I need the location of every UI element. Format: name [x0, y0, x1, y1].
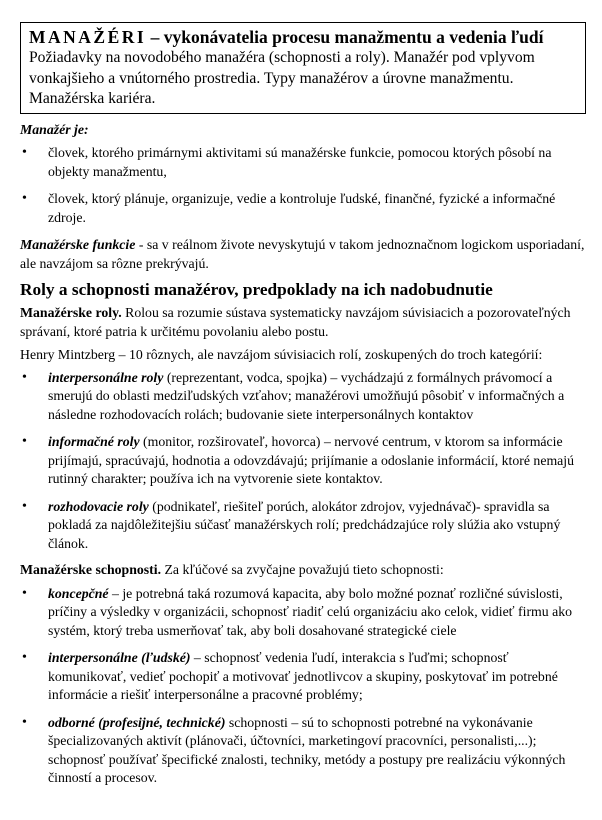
- bullet-icon: •: [22, 498, 27, 514]
- manager-heading: Manažér je:: [20, 121, 89, 137]
- list-item: [20, 649, 588, 705]
- bullet-icon: •: [22, 434, 27, 449]
- list-item-text: človek, ktorého primárnymi aktivitami sú manažérske funkcie, pomocou ktorých pôsobí na objekty manažmentu,: [48, 145, 552, 179]
- role-text: (reprezentant, vodca, spojka) – vychádzajú z formálnych právomocí a smerujú do oblasti medziľudských vzťahov; manažérovi umožňujú pôsobiť v informačných a následne rozhodovacích rolách; budovanie siete interpersonálnych kontaktov: [48, 369, 565, 422]
- section-title: Roly a schopnosti manažérov, predpoklady na ich nadobudnutie: [20, 280, 493, 299]
- manager-definition-list: [20, 144, 588, 227]
- list-item: [20, 190, 588, 227]
- roles-list: [20, 369, 588, 554]
- skill-term: interpersonálne (ľudské): [48, 650, 191, 665]
- topic-description: Požiadavky na novodobého manažéra (schopnosti a roly). Manažér pod vplyvom vonkajšieho a vnútorného prostredia. Typy manažérov a úrovne manažmentu. Manažérska kariéra.: [29, 49, 535, 107]
- title-rest: – vykonávatelia procesu manažmentu a vedenia ľudí: [146, 27, 544, 47]
- role-text: (podnikateľ, riešiteľ porúch, alokátor zdrojov, vyjednávač)- spravidla sa pokladá za najdôležitejšiu súčasť manažérskych rolí; predchádzajúce roly slúžia ako vstupný článok.: [48, 498, 561, 551]
- bullet-icon: •: [22, 369, 27, 385]
- skill-term: koncepčné: [48, 585, 109, 601]
- skills-term: Manažérske schopnosti.: [20, 562, 162, 577]
- skill-term: odborné (profesijné, technické): [48, 714, 226, 730]
- document-page: [20, 22, 588, 788]
- functions-text: - sa v reálnom živote nevyskytujú v takom jednoznačnom logickom usporiadaní, ale navzájom sa rôzne prekrývajú.: [20, 237, 585, 271]
- list-item-text: človek, ktorý plánuje, organizuje, vedie a kontroluje ľudské, finančné, fyzické a informačné zdroje.: [48, 191, 556, 225]
- bullet-icon: •: [22, 650, 27, 665]
- role-text: (monitor, rozširovateľ, hovorca) – nervové centrum, v ktorom sa informácie prijímajú, spracúvajú, hodnotia a odovzdávajú; prijímanie a odoslanie informácií, ktoré nemajú rutinný charakter; používa ich na vytvorenie siete kontaktov.: [48, 434, 575, 486]
- bullet-icon: •: [22, 191, 27, 206]
- list-item: [20, 144, 588, 181]
- list-item: [20, 585, 588, 641]
- list-item: [20, 369, 588, 425]
- topic-title: [29, 27, 577, 48]
- list-item: [20, 433, 588, 489]
- skill-text: – je potrebná taká rozumová kapacita, aby bolo možné poznať rozličné súvislosti, príčiny a výsledky v organizácii, schopnosť riadiť celú organizáciu ako celok, vidieť firmu ako systém, ktorý treba usmerňovať tak, aby boli dosahované strategické ciele: [48, 585, 573, 638]
- roles-text: Rolou sa rozumie sústava systematicky navzájom súvisiacich a pozorovateľných správaní, ktoré patria k určitému povolaniu alebo postu.: [20, 305, 571, 339]
- mintzberg-paragraph: Henry Mintzberg – 10 rôznych, ale navzájom súvisiacich rolí, zoskupených do troch kategórií:: [20, 347, 543, 362]
- skill-text: schopnosti – sú to schopnosti potrebné na vykonávanie špecializovaných aktivít (plánovači, účtovníci, marketingoví pracovníci, personalisti,...); schopnosť používať špecifické znalosti, techniky, metódy a postupy pre realizáciu výkonných činností a procesov.: [48, 714, 566, 785]
- bullet-icon: •: [22, 145, 27, 160]
- skills-text: Za kľúčové sa zvyčajne považujú tieto schopnosti:: [161, 562, 444, 577]
- role-term: informačné roly: [48, 434, 140, 449]
- bullet-icon: •: [22, 714, 27, 730]
- title-strong: MANAŽÉRI: [29, 27, 147, 47]
- topic-box: [20, 22, 586, 114]
- skills-list: [20, 585, 588, 788]
- list-item: [20, 714, 588, 788]
- functions-paragraph: [20, 236, 588, 273]
- list-item: [20, 498, 588, 554]
- roles-paragraph: [20, 304, 588, 341]
- skills-paragraph: [20, 561, 588, 580]
- bullet-icon: •: [22, 585, 27, 601]
- role-term: interpersonálne roly: [48, 369, 164, 385]
- functions-term: Manažérske funkcie: [20, 237, 136, 252]
- role-term: rozhodovacie roly: [48, 498, 149, 514]
- skill-text: – schopnosť vedenia ľudí, interakcia s ľuďmi; schopnosť komunikovať, vedieť pochopiť a motivovať jednotlivcov a skupiny, poskytovať im potrebné informácie a riešiť interpersonálne a pracovné problémy;: [48, 650, 558, 702]
- roles-term: Manažérske roly.: [20, 305, 122, 320]
